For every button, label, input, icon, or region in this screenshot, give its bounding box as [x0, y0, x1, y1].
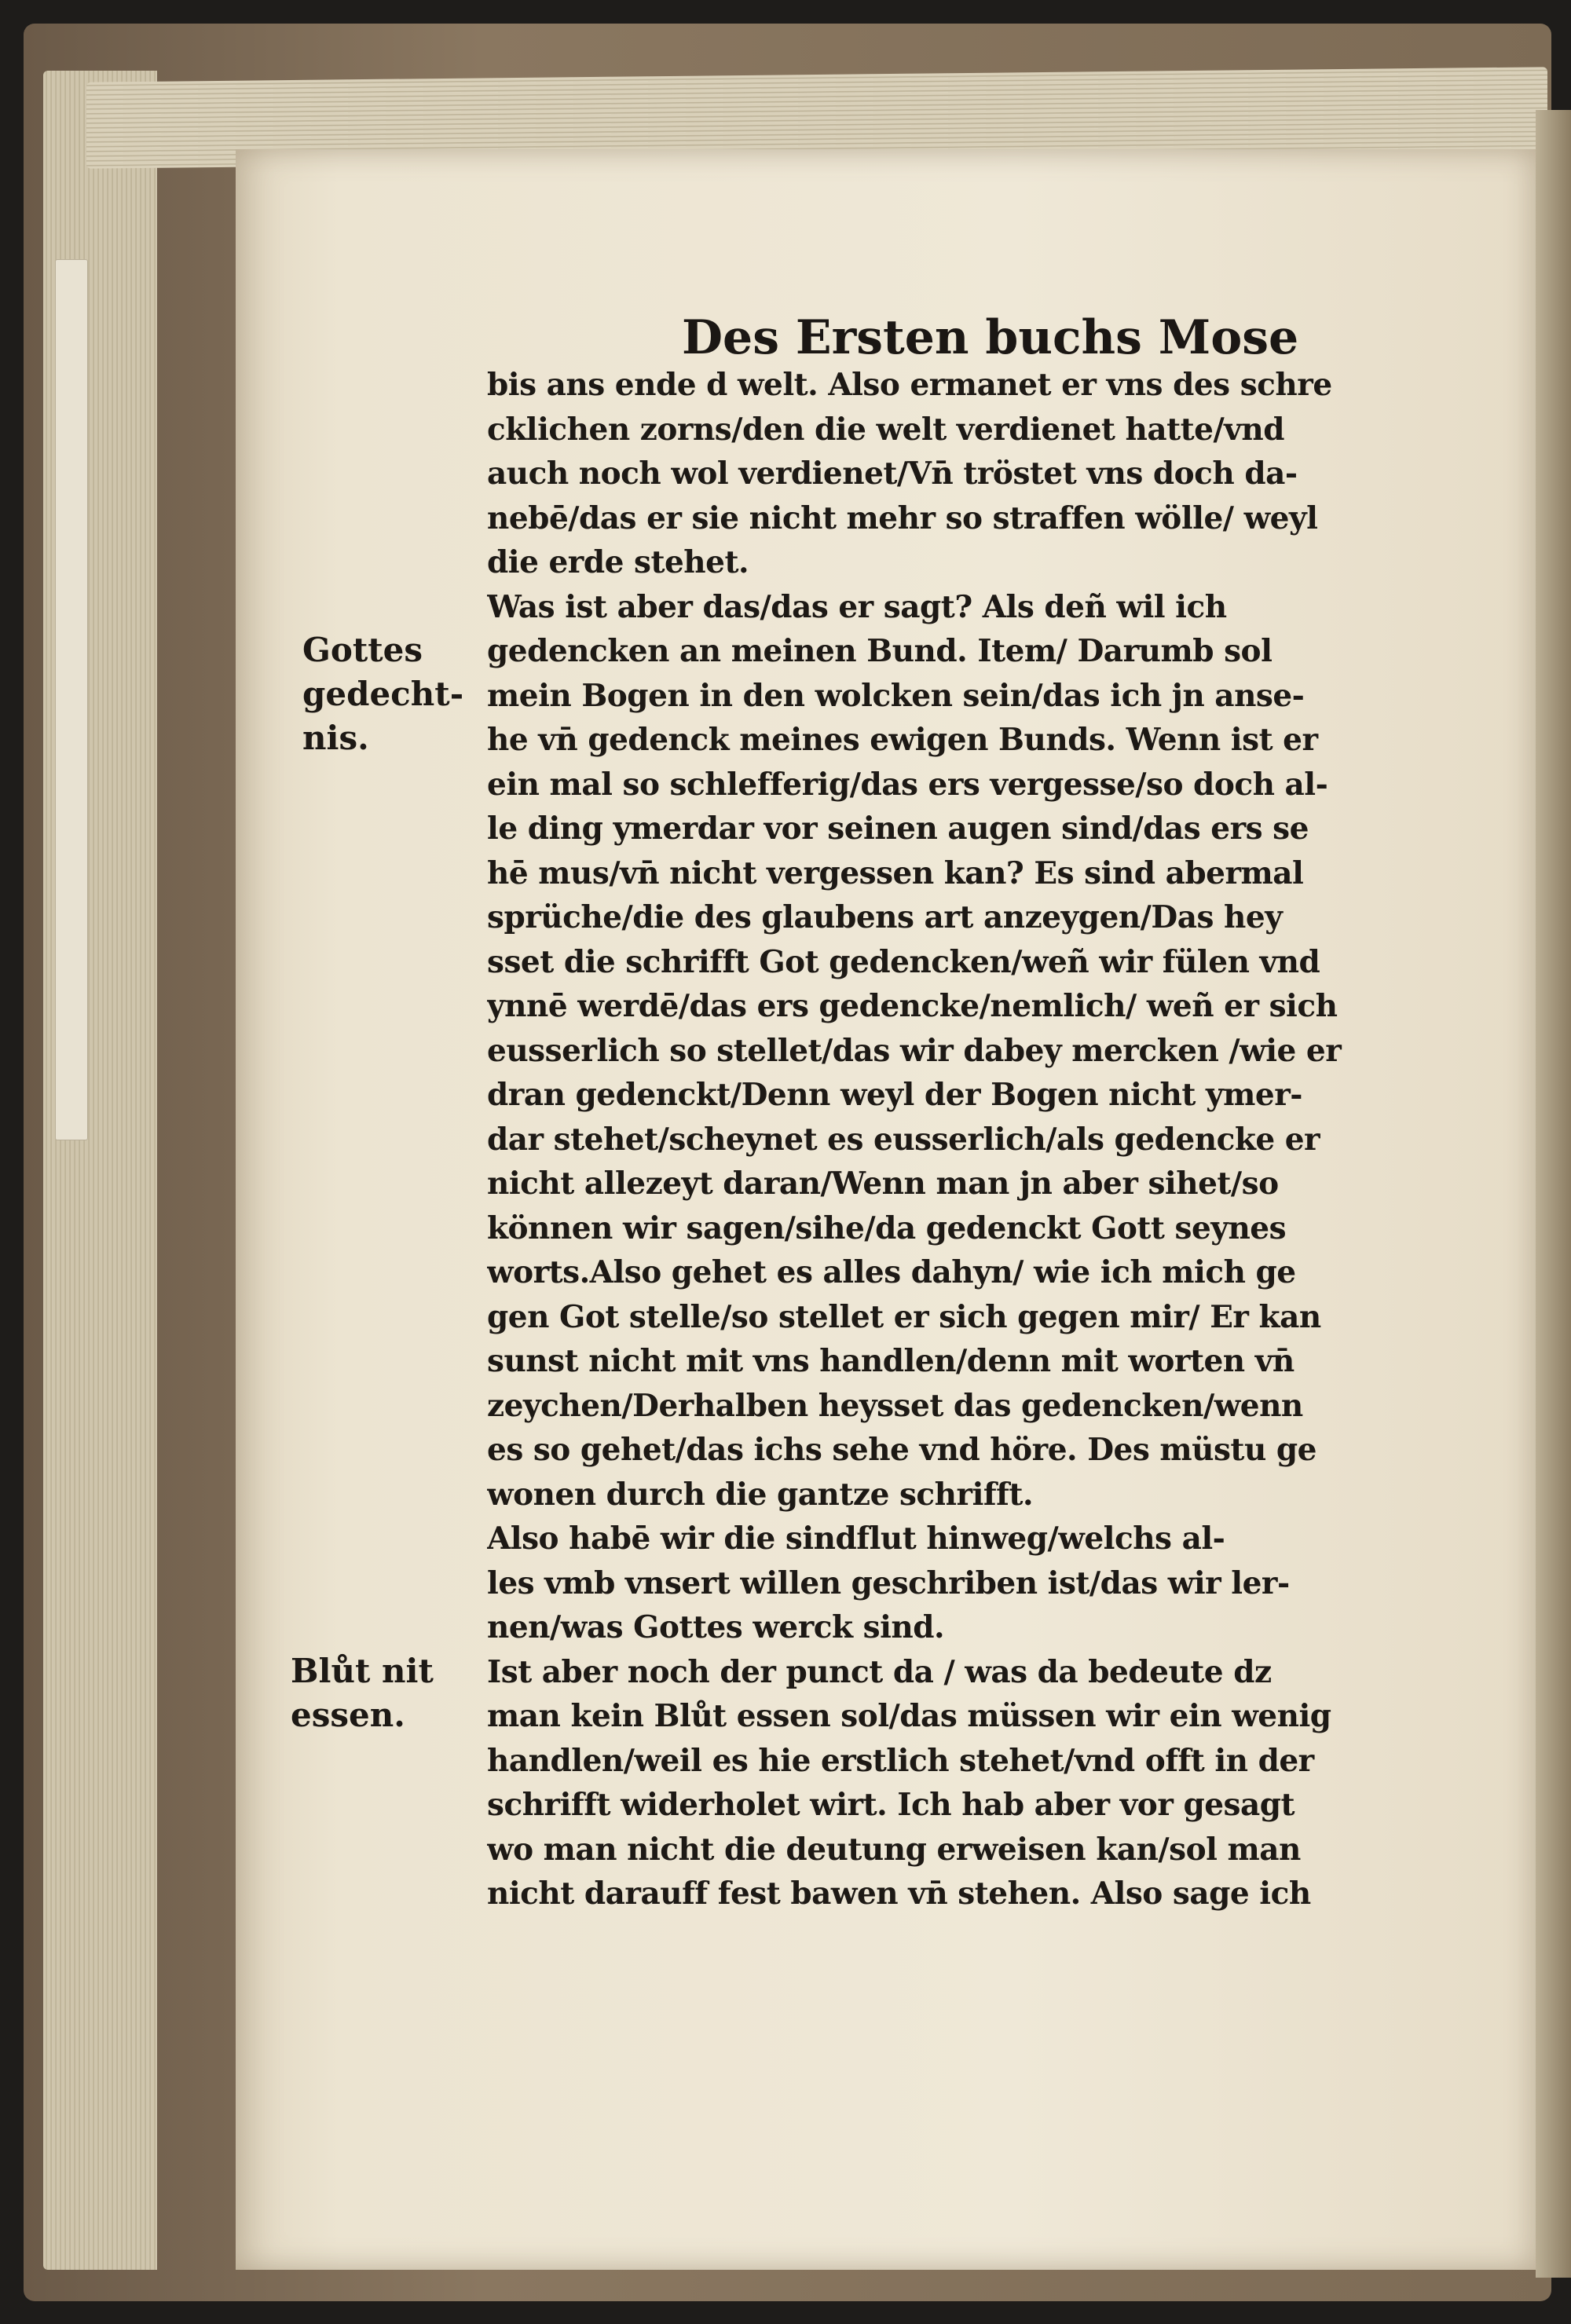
text-line: Also habē wir die sindflut hinweg/welchs al-: [487, 1521, 1225, 1557]
text-line: les vmb vnsert willen geschriben ist/das wir ler-: [487, 1565, 1290, 1601]
text-line: nicht allezeyt daran/Wenn man jn aber sihet/so: [487, 1166, 1279, 1202]
text-line: wo man nicht die deutung erweisen kan/sol man: [487, 1831, 1301, 1868]
bookmark-strip: [55, 259, 88, 1140]
text-line: nen/was Gottes werck sind.: [487, 1609, 945, 1645]
text-line: ynnē werdē/das ers gedencke/nemlich/ weñ er sich: [487, 988, 1338, 1024]
text-line: es so gehet/das ichs sehe vnd höre. Des müstu ge: [487, 1432, 1316, 1468]
text-line: man kein Blůt essen sol/das müssen wir ein wenig: [487, 1698, 1331, 1734]
text-line: sprüche/die des glaubens art anzeygen/Das hey: [487, 899, 1283, 935]
text-line: hē mus/vn̄ nicht vergessen kan? Es sind abermal: [487, 855, 1304, 891]
text-line: gedencken an meinen Bund. Item/ Darumb sol: [487, 633, 1273, 669]
margin-note-line: Blůt nit: [291, 1652, 434, 1690]
margin-note-line: Gottes: [302, 631, 423, 669]
text-line: worts.Also gehet es alles dahyn/ wie ich mich ge: [487, 1254, 1296, 1290]
text-line: handlen/weil es hie erstlich stehet/vnd offt in der: [487, 1742, 1314, 1779]
margin-note-line: nis.: [302, 719, 369, 757]
margin-note-blut: [291, 1649, 463, 1737]
running-head: Des Ersten buchs Mose: [682, 310, 1299, 365]
text-line: Was ist aber das/das er sagt? Als deñ wil ich: [487, 588, 1227, 625]
text-line: dran gedenckt/Denn weyl der Bogen nicht ymer-: [487, 1077, 1302, 1113]
text-line: dar stehet/scheynet es eusserlich/als gedencke er: [487, 1121, 1320, 1158]
text-line: cklichen zorns/den die welt verdienet hatte/vnd: [487, 411, 1284, 448]
margin-note-line: essen.: [291, 1696, 405, 1734]
body-text: [487, 363, 1414, 1916]
text-line: zeychen/Derhalben heysset das gedencken/wenn: [487, 1387, 1303, 1424]
text-line: nebē/das er sie nicht mehr so straffen wölle/ weyl: [487, 500, 1318, 536]
text-line: auch noch wol verdienet/Vn̄ tröstet vns doch da-: [487, 456, 1298, 492]
text-line: wonen durch die gantze schrifft.: [487, 1476, 1034, 1513]
text-line: können wir sagen/sihe/da gedenckt Gott seynes: [487, 1210, 1287, 1246]
text-line: le ding ymerdar vor seinen augen sind/das ers se: [487, 811, 1309, 847]
margin-note-gottes: [302, 628, 475, 760]
text-line: nicht darauff fest bawen vn̄ stehen. Also sage ich: [487, 1876, 1311, 1912]
text-line: sunst nicht mit vns handlen/denn mit worten vn̄: [487, 1343, 1295, 1379]
text-line: he vn̄ gedenck meines ewigen Bunds. Wenn ist er: [487, 722, 1318, 758]
text-line: gen Got stelle/so stellet er sich gegen mir/ Er kan: [487, 1298, 1321, 1335]
text-line: sset die schrifft Got gedencken/weñ wir fülen vnd: [487, 943, 1320, 980]
margin-note-line: gedecht-: [302, 675, 464, 713]
text-line: Ist aber noch der punct da / was da bedeute dz: [487, 1653, 1272, 1690]
page-gutter: [1536, 110, 1571, 2278]
text-line: die erde stehet.: [487, 544, 749, 580]
text-line: bis ans ende d welt. Also ermanet er vns des schre: [487, 367, 1332, 403]
text-line: schrifft widerholet wirt. Ich hab aber vor gesagt: [487, 1787, 1295, 1823]
text-line: eusserlich so stellet/das wir dabey mercken /wie er: [487, 1032, 1342, 1069]
text-line: ein mal so schlefferig/das ers vergesse/so doch al-: [487, 766, 1328, 803]
text-line: mein Bogen in den wolcken sein/das ich jn anse-: [487, 677, 1305, 714]
